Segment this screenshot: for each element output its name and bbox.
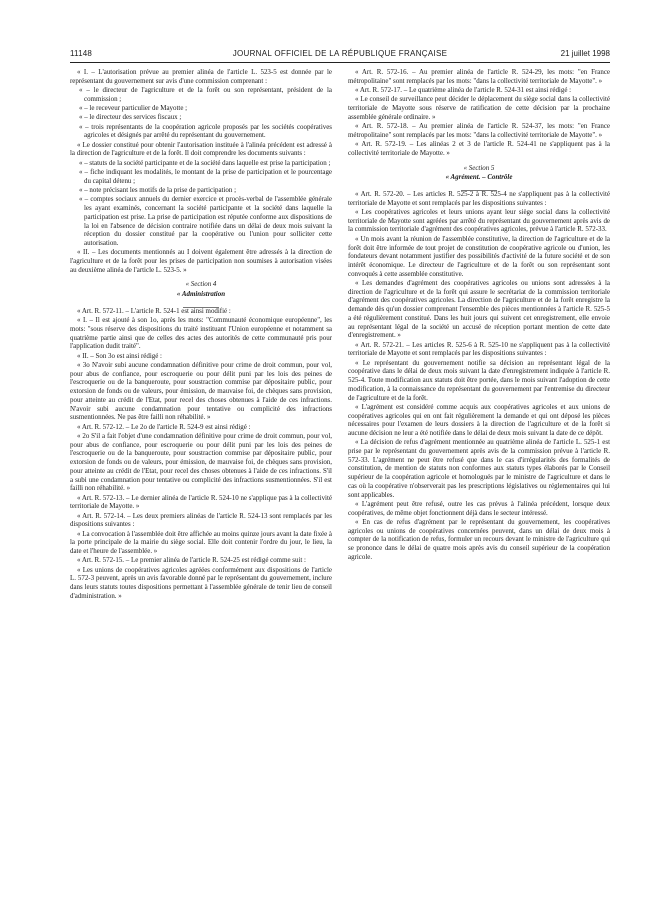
- list-item: « – le directeur des services fiscaux ;: [79, 113, 182, 122]
- paragraph: « II. – Son 3o est ainsi rédigé :: [77, 351, 162, 360]
- page-header: [70, 47, 610, 61]
- paragraph: « L'agrément est considéré comme acquis aux coopératives agricoles et aux unions de coopératives agricoles qui en ont fait régulièrement la demande et qui ont déposé les pièces nécessaires pour l'examen de leurs dossiers à la direction de l'agriculture et de la forêt si aucune décision ne leur a été notifiée dans le délai de deux mois suivant la date de ce dépôt.: [348, 402, 610, 437]
- section-heading: « Section 4: [185, 280, 217, 289]
- section-title: « Agrément. – Contrôle: [445, 173, 513, 182]
- paragraph: « Le conseil de surveillance peut décider le déplacement du siège social dans la collectivité territoriale de Mayotte sous réserve de ratification de cette décision par la prochaine assemblée générale ordinaire. »: [348, 95, 610, 121]
- paragraph: « Les coopératives agricoles et leurs unions ayant leur siège social dans la collectivité territoriale de Mayotte sont agréées par arrêté du représentant du gouvernement après avis de la commission territoriale d'agrément des coopératives agricoles, prévue à l'article R. 572-33.: [348, 208, 610, 234]
- paragraph: « Art. R. 572-15. – Le premier alinéa de l'article R. 524-25 est rédigé comme suit :: [77, 556, 306, 565]
- list-item: « – trois représentants de la coopération agricole proposés par les sociétés coopératives agricoles et désignés par arrêté du représentant du gouvernement.: [79, 122, 332, 140]
- paragraph: « 2o S'il a fait l'objet d'une condamnation définitive pour crime de droit commun, pour vol, pour abus de confiance, pour escroquerie ou pour délit puni par les lois des peines de l'escroquerie ou de la banqueroute, pour soustraction commise par dépositaire public, pour extorsion de fonds ou de valeurs, pour émission, de mauvaise foi, de chèques sans provision, pour atteinte au crédit de l'Etat, pour recel des choses obtenues à l'aide de ces infractions. S'il a subi une condamnation pour tentative ou complicité des infractions susmentionnées. S'il est failli non réhabilité. »: [70, 431, 332, 493]
- section-title: « Administration: [176, 290, 226, 299]
- right-column: [348, 68, 610, 562]
- list-item: « – le directeur de l'agriculture et de la forêt ou son représentant, président de la commission ;: [79, 86, 332, 103]
- list-item: « – note précisant les motifs de la prise de participation ;: [79, 186, 237, 195]
- paragraph: « L'agrément peut être refusé, outre les cas prévus à l'alinéa précédent, lorsque deux coopératives, de même objet fonctionnent déjà dans le secteur intéressé.: [348, 499, 610, 517]
- section-separator: [70, 303, 332, 304]
- left-column: [70, 68, 332, 601]
- paragraph: « La décision de refus d'agrément mentionnée au quatrième alinéa de l'article L. 525-1 est prise par le représentant du gouvernement après avis de la commission prévue à l'article R. 572-33. L'agrément ne peut être refusé que dans le cas d'irrégularités des formalités de constitution, de mention de statuts non conformes aux statuts types élaborés par le Conseil supérieur de la coopération agricole et homologués par le ministre de l'agriculture et dans le cas où la coopérative n'observerait pas les prescriptions législatives ou réglementaires qui lui sont applicables.: [348, 438, 610, 499]
- paragraph: « I. – L'autorisation prévue au premier alinéa de l'article L. 523-5 est donnée par le représentant du gouvernement sur avis d'une commission comprenant :: [70, 68, 332, 85]
- page-number: 11148: [70, 49, 93, 58]
- paragraph: « Art. R. 572-14. – Les deux premiers alinéas de l'article R. 524-13 sont remplacés par les dispositions suivantes :: [70, 511, 332, 529]
- paragraph: « Art. R. 572-16. – Au premier alinéa de l'article R. 524-29, les mots: "en France métropolitaine" sont remplacés par les mots: "dans la collectivité territoriale de Mayotte". »: [348, 68, 610, 85]
- paragraph: « Art. R. 572-11. – L'article R. 524-1 est ainsi modifié :: [77, 306, 231, 315]
- paragraph: « Art. R. 572-12. – Le 2o de l'article R. 524-9 est ainsi rédigé :: [77, 422, 251, 431]
- paragraph: « Art. R. 572-20. – Les articles R. 525-2 à R. 525-4 ne s'appliquent pas à la collectivité territoriale de Mayotte et sont remplacés par les dispositions suivantes :: [348, 190, 610, 207]
- section-separator: [348, 186, 610, 187]
- paragraph: « Un mois avant la réunion de l'assemblée constitutive, la direction de l'agriculture et de la forêt doit être informée de tout projet de constitution de coopérative agricole ou d'union, les fondateurs devant notamment justifier des possibilités d'activité de la future société et de son intérêt économique. Le directeur de l'agriculture et de la forêt ou son représentant sont convoqués à cette assemblée constitutive.: [348, 234, 610, 278]
- paragraph: « Le dossier constitué pour obtenir l'autorisation instituée à l'alinéa précédent est adressé à la direction de l'agriculture et de la forêt. Il doit comprendre les documents suivants :: [70, 140, 332, 158]
- paragraph: « Art. R. 572-18. – Au premier alinéa de l'article R. 524-37, les mots: "en France métropolitaine" sont remplacés par les mots: "dans la collectivité territoriale de Mayotte". »: [348, 122, 610, 139]
- section-heading: « Section 5: [463, 163, 495, 172]
- paragraph: « Art. R. 572-17. – Le quatrième alinéa de l'article R. 524-31 est ainsi rédigé :: [355, 86, 572, 95]
- paragraph: « Le représentant du gouvernement notifie sa décision au représentant légal de la coopérative dans le délai de deux mois suivant la date d'enregistrement indiquée à l'article R. 525-4. Toute modification aux statuts doit être portée, dans le mois suivant l'adoption de cette modification, à la connaissance du représentant du gouvernement par l'entremise du directeur de l'agriculture et de la forêt.: [348, 358, 610, 402]
- journal-title: JOURNAL OFFICIEL DE LA RÉPUBLIQUE FRANÇAISE: [232, 49, 448, 58]
- paragraph: « I. – Il est ajouté à son 1o, après les mots: "Communauté économique européenne", les mots: "sous réserve des dispositions du traité instituant l'Union européenne et notamment sa quatrième partie ainsi que de celles des actes des autorités de cette communauté pris pour l'application dudit traité".: [70, 316, 332, 351]
- list-item: « – statuts de la société participante et de la société dans laquelle est prise la participation ;: [79, 158, 331, 167]
- list-item: « – fiche indiquant les modalités, le montant de la prise de participation et le pourcentage du capital détenu ;: [79, 168, 332, 185]
- paragraph: « En cas de refus d'agrément par le représentant du gouvernement, les coopératives agricoles ou unions de coopératives concernées peuvent, dans un délai de deux mois à compter de la notification de refus, formuler un recours devant le ministre de l'agriculture qui se prononce dans le délai de quatre mois après avis du conseil supérieur de la coopération agricole.: [348, 517, 610, 561]
- paragraph: « Les demandes d'agrément des coopératives agricoles ou unions sont adressées à la direction de l'agriculture et de la forêt qui assure le secrétariat de la commission territoriale d'agrément des coopératives agricoles. La direction de l'agriculture et de la forêt enregistre la demande dès qu'un dossier comprenant l'ensemble des pièces mentionnées à l'article R. 525-5 a été régulièrement constitué. Dans les huit jours qui suivent cet enregistrement, elle envoie au représentant légal de la société un accusé de réception portant mention de cette date d'enregistrement. »: [348, 278, 610, 340]
- paragraph: « La convocation à l'assemblée doit être affichée au moins quinze jours avant la date fixée à la porte principale de la mairie du siège social. Elle doit contenir l'ordre du jour, le lieu, la date et l'heure de l'assemblée. »: [70, 529, 333, 556]
- list-item: « – comptes sociaux annuels du dernier exercice et procès-verbal de l'assemblée générale les ayant examinés, concernant la société participante et la société dans laquelle la participation est prise. La prise de participation est réputée conforme aux dispositions de la loi en l'absence de décision contraire notifiée dans un délai de deux mois suivant la réception du dossier constitué par la coopérative ou l'union pour solliciter cette autorisation.: [79, 195, 332, 247]
- header-rule: [70, 62, 610, 63]
- list-item: « – le receveur particulier de Mayotte ;: [79, 104, 188, 113]
- paragraph: « Art. R. 572-19. – Les alinéas 2 et 3 de l'article R. 524-41 ne s'appliquent pas à la collectivité territoriale de Mayotte. »: [348, 140, 610, 157]
- paragraph: « 3o N'avoir subi aucune condamnation définitive pour crime de droit commun, pour vol, pour abus de confiance, pour escroquerie ou pour délit puni par les lois des peines de l'escroquerie ou de la banqueroute, pour soustraction commise par dépositaire public, pour extorsion de fonds ou de valeurs, pour émission, de mauvaise foi, de chèques sans provision, pour atteinte au crédit de l'Etat, pour recel des choses obtenues à l'aide de ces infractions. N'avoir subi aucune condamnation pour tentative ou complicité des infractions susmentionnées. Ne pas être failli non réhabilité. »: [70, 361, 332, 422]
- paragraph: « Art. R. 572-21. – Les articles R. 525-6 à R. 525-10 ne s'appliquent pas à la collectivité territoriale de Mayotte et sont remplacés par les dispositions suivantes :: [348, 340, 610, 358]
- publication-date: 21 juillet 1998: [560, 49, 610, 58]
- paragraph: « II. – Les documents mentionnés au I doivent également être adressés à la direction de l'agriculture et de la forêt pour les prises de participation non soumises à autorisation visées au deuxième alinéa de l'article L. 523-5. »: [70, 248, 332, 274]
- paragraph: « Les unions de coopératives agricoles agréées conformément aux dispositions de l'article L. 572-3 peuvent, après un avis favorable donné par le représentant du gouvernement, inclure dans leurs statuts toutes dispositions permettant à l'assemblée générale de tenir lieu de conseil d'administration. »: [70, 565, 332, 600]
- paragraph: « Art. R. 572-13. – Le dernier alinéa de l'article R. 524-10 ne s'applique pas à la collectivité territoriale de Mayotte. »: [70, 493, 332, 511]
